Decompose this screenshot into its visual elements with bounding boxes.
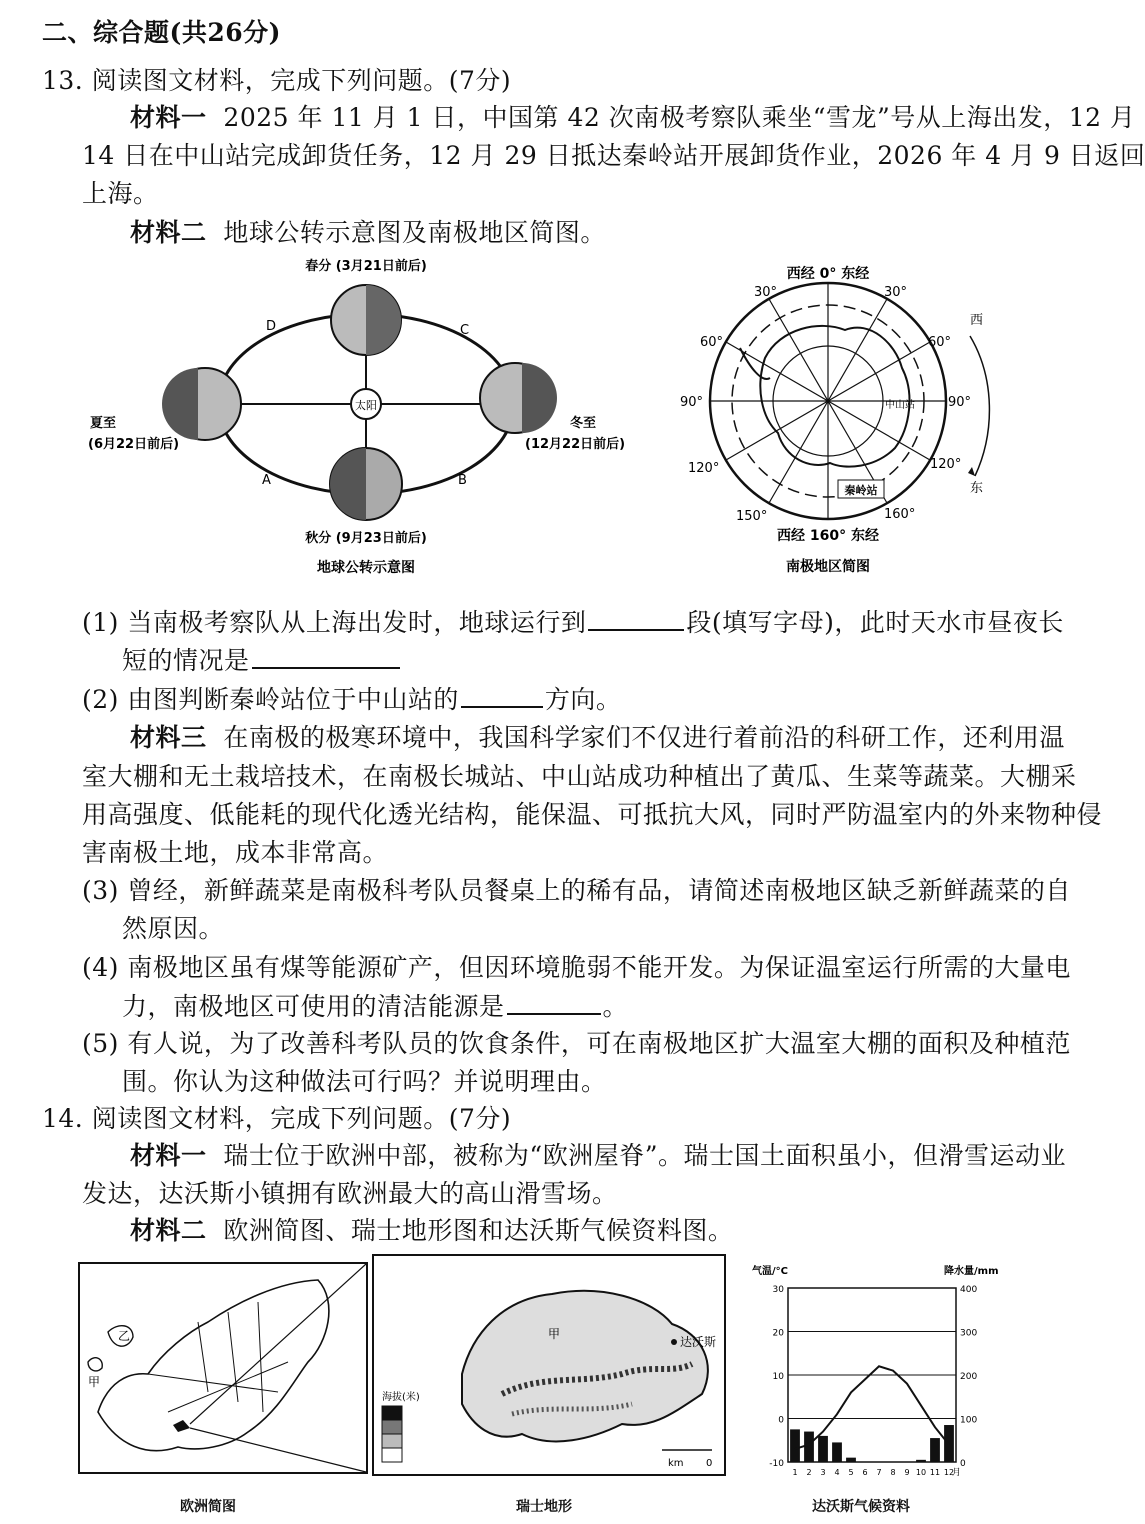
lon-150w: 150° [736,509,768,524]
swiss-mark: 甲 [548,1327,561,1341]
month-label: 6 [862,1468,868,1477]
q13-sub1-cont [122,645,402,676]
orbit-left-label1: 夏至 [90,416,117,431]
left-tick-label: -10 [769,1459,784,1469]
q2-blank[interactable] [461,684,543,708]
davos-label: 达沃斯 [680,1335,717,1349]
lon-60e: 60° [928,335,952,350]
month-label: 7 [876,1468,882,1477]
europe-map [78,1262,368,1474]
earth-bottom [330,448,402,520]
month-label: 4 [834,1468,840,1477]
left-tick-label: 30 [772,1285,784,1295]
q14-m2-text: 欧洲简图、瑞士地形图和达沃斯气候资料图。 [223,1216,734,1245]
left-tick-label: 10 [772,1372,784,1382]
month-label: 8 [890,1468,896,1477]
precipitation-bar [916,1460,926,1462]
precipitation-bar [846,1458,856,1462]
q13-sub2 [82,684,621,715]
orbit-top-label: 春分 (3月21日前后) [305,259,427,274]
precipitation-bar [818,1436,828,1462]
q13-sub3: (3) 曾经，新鲜蔬菜是南极科考队员餐桌上的稀有品，请简述南极地区缺乏新鲜蔬菜的自 [82,876,1071,905]
orbit-diagram [88,252,640,582]
right-tick-label: 0 [960,1459,966,1469]
q13-material1-line2: 14 日在中山站完成卸货任务，12 月 29 日抵达秦岭站开展卸货作业，2026 年 4 月 9 日返回 [82,141,1145,170]
q2-text-a: (2) 由图判断秦岭站位于中山站的 [82,685,459,714]
scale-unit: km [668,1458,684,1469]
lon-160e: 160° [884,507,916,522]
month-label: 10 [915,1468,927,1477]
q1-blank2[interactable] [252,645,400,669]
month-label: 1 [792,1468,798,1477]
orbit-right-label1: 冬至 [570,416,597,431]
europe-caption: 欧洲简图 [180,1499,236,1515]
swiss-terrain-map [372,1254,726,1476]
q13-material3-line1 [130,723,1065,753]
orbit-point-c: C [460,323,470,338]
month-unit: 月 [952,1468,962,1478]
left-tick-label: 0 [778,1415,784,1426]
earth-left [162,368,241,440]
q1-text-b: 段(填写字母)，此时天水市昼夜长 [686,608,1064,637]
q13-material1-line1 [130,103,1136,133]
q13-sub1 [82,607,1064,638]
q14-stem: 14. 阅读图文材料，完成下列问题。(7分) [42,1104,512,1133]
left-tick-label: 20 [772,1328,784,1339]
q1-text-c: 短的情况是 [122,646,250,675]
bottom-lon-label: 西经 160° 东经 [777,528,879,544]
q14-m2-label: 材料二 [130,1216,207,1245]
month-label: 5 [848,1468,854,1477]
scale-zero: 0 [706,1458,713,1469]
q14-material1-line1 [130,1141,1066,1171]
sun-label: 太阳 [355,399,377,412]
month-label: 11 [929,1468,941,1477]
europe-mark-1: 乙 [118,1329,131,1343]
antarctic-caption: 南极地区简图 [786,559,870,575]
q13-sub4-cont [122,991,628,1022]
climate-caption: 达沃斯气候资料 [812,1499,910,1515]
orbit-point-d: D [266,319,277,334]
q1-text-a: (1) 当南极考察队从上海出发时，地球运行到 [82,608,587,637]
right-tick-label: 300 [960,1328,978,1339]
west-label: 西 [970,313,984,328]
q2-text-b: 方向。 [544,685,622,714]
q13-sub4: (4) 南极地区虽有煤等能源矿产，但因环境脆弱不能开发。为保证温室运行所需的大量电 [82,953,1071,982]
orbit-left-label2: (6月22日前后) [88,437,180,452]
earth-top [331,285,401,355]
q13-m1-text: 2025 年 11 月 1 日，中国第 42 次南极考察队乘坐“雪龙”号从上海出发，12 月 [223,103,1136,132]
right-tick-label: 400 [960,1285,978,1295]
top-lon-label: 西经 0° 东经 [786,266,870,282]
q13-m2-text: 地球公转示意图及南极地区简图。 [223,218,606,247]
davos-climate-chart [748,1262,1018,1484]
lon-90e: 90° [948,395,972,410]
q13-material2 [130,218,606,248]
q13-material3-line3: 用高强度、低能耗的现代化透光结构，能保温、可抵抗大风，同时严防温室内的外来物种侵 [82,800,1103,829]
month-label: 2 [806,1468,812,1477]
q14-m1-text: 瑞士位于欧洲中部，被称为“欧洲屋脊”。瑞士国土面积虽小，但滑雪运动业 [223,1141,1066,1170]
qinling-label: 秦岭站 [844,484,878,497]
orbit-bottom-label: 秋分 (9月23日前后) [305,531,427,546]
q4-blank[interactable] [507,991,601,1015]
right-tick-label: 100 [960,1415,978,1426]
q14-material2 [130,1216,733,1246]
month-label: 12 [943,1468,955,1477]
q4-text-b: 力，南极地区可使用的清洁能源是 [122,992,505,1021]
precipitation-bar [790,1429,800,1462]
lon-30e: 30° [884,285,908,300]
earth-right [480,363,557,433]
q13-sub5-cont: 围。你认为这种做法可行吗？并说明理由。 [122,1067,607,1096]
q14-material1-line2: 发达，达沃斯小镇拥有欧洲最大的高山滑雪场。 [82,1179,618,1208]
lon-120w: 120° [688,461,720,476]
zhongshan-label: 中山站 [885,400,915,411]
q13-m2-label: 材料二 [130,218,207,247]
orbit-point-b: B [458,473,467,488]
q13-material3-line2: 室大棚和无土栽培技术，在南极长城站、中山站成功种植出了黄瓜、生菜等蔬菜。大棚采 [82,762,1077,791]
month-label: 3 [820,1468,826,1477]
climate-ylabel-right: 降水量/mm [944,1266,999,1277]
q14-m1-label: 材料一 [130,1141,207,1170]
swiss-caption: 瑞士地形 [516,1499,572,1515]
q13-m3-text1: 在南极的极寒环境中，我国科学家们不仅进行着前沿的科研工作，还利用温 [223,723,1065,752]
lon-30w: 30° [754,285,778,300]
orbit-point-a: A [262,473,271,488]
section-title: 二、综合题(共26分) [42,18,281,47]
q13-m1-label: 材料一 [130,103,207,132]
q4-text-c: 。 [602,992,629,1021]
lon-90w: 90° [680,395,704,410]
antarctic-map [670,258,1000,580]
precipitation-bar [930,1438,940,1462]
q1-blank1[interactable] [588,607,684,631]
east-label: 东 [970,481,984,496]
q13-sub3-cont: 然原因。 [122,914,225,943]
lon-120e: 120° [930,457,962,472]
q13-sub5: (5) 有人说，为了改善科考队员的饮食条件，可在南极地区扩大温室大棚的面积及种植范 [82,1029,1071,1058]
precipitation-bar [832,1442,842,1462]
temperature-line [795,1366,949,1449]
right-tick-label: 200 [960,1372,978,1382]
climate-ylabel-left: 气温/°C [752,1266,788,1277]
orbit-caption: 地球公转示意图 [317,560,415,576]
precipitation-bar [804,1432,814,1462]
q13-m3-label: 材料三 [130,723,207,752]
swiss-legend-title: 海拔(米) [382,1392,420,1403]
q13-material3-line4: 害南极土地，成本非常高。 [82,838,389,867]
q13-material1-line3: 上海。 [82,179,159,208]
lon-60w: 60° [700,335,724,350]
month-label: 9 [904,1468,910,1477]
q13-stem: 13. 阅读图文材料，完成下列问题。(7分) [42,66,512,95]
europe-mark-2: 甲 [88,1375,101,1389]
orbit-right-label2: (12月22日前后) [525,437,626,452]
